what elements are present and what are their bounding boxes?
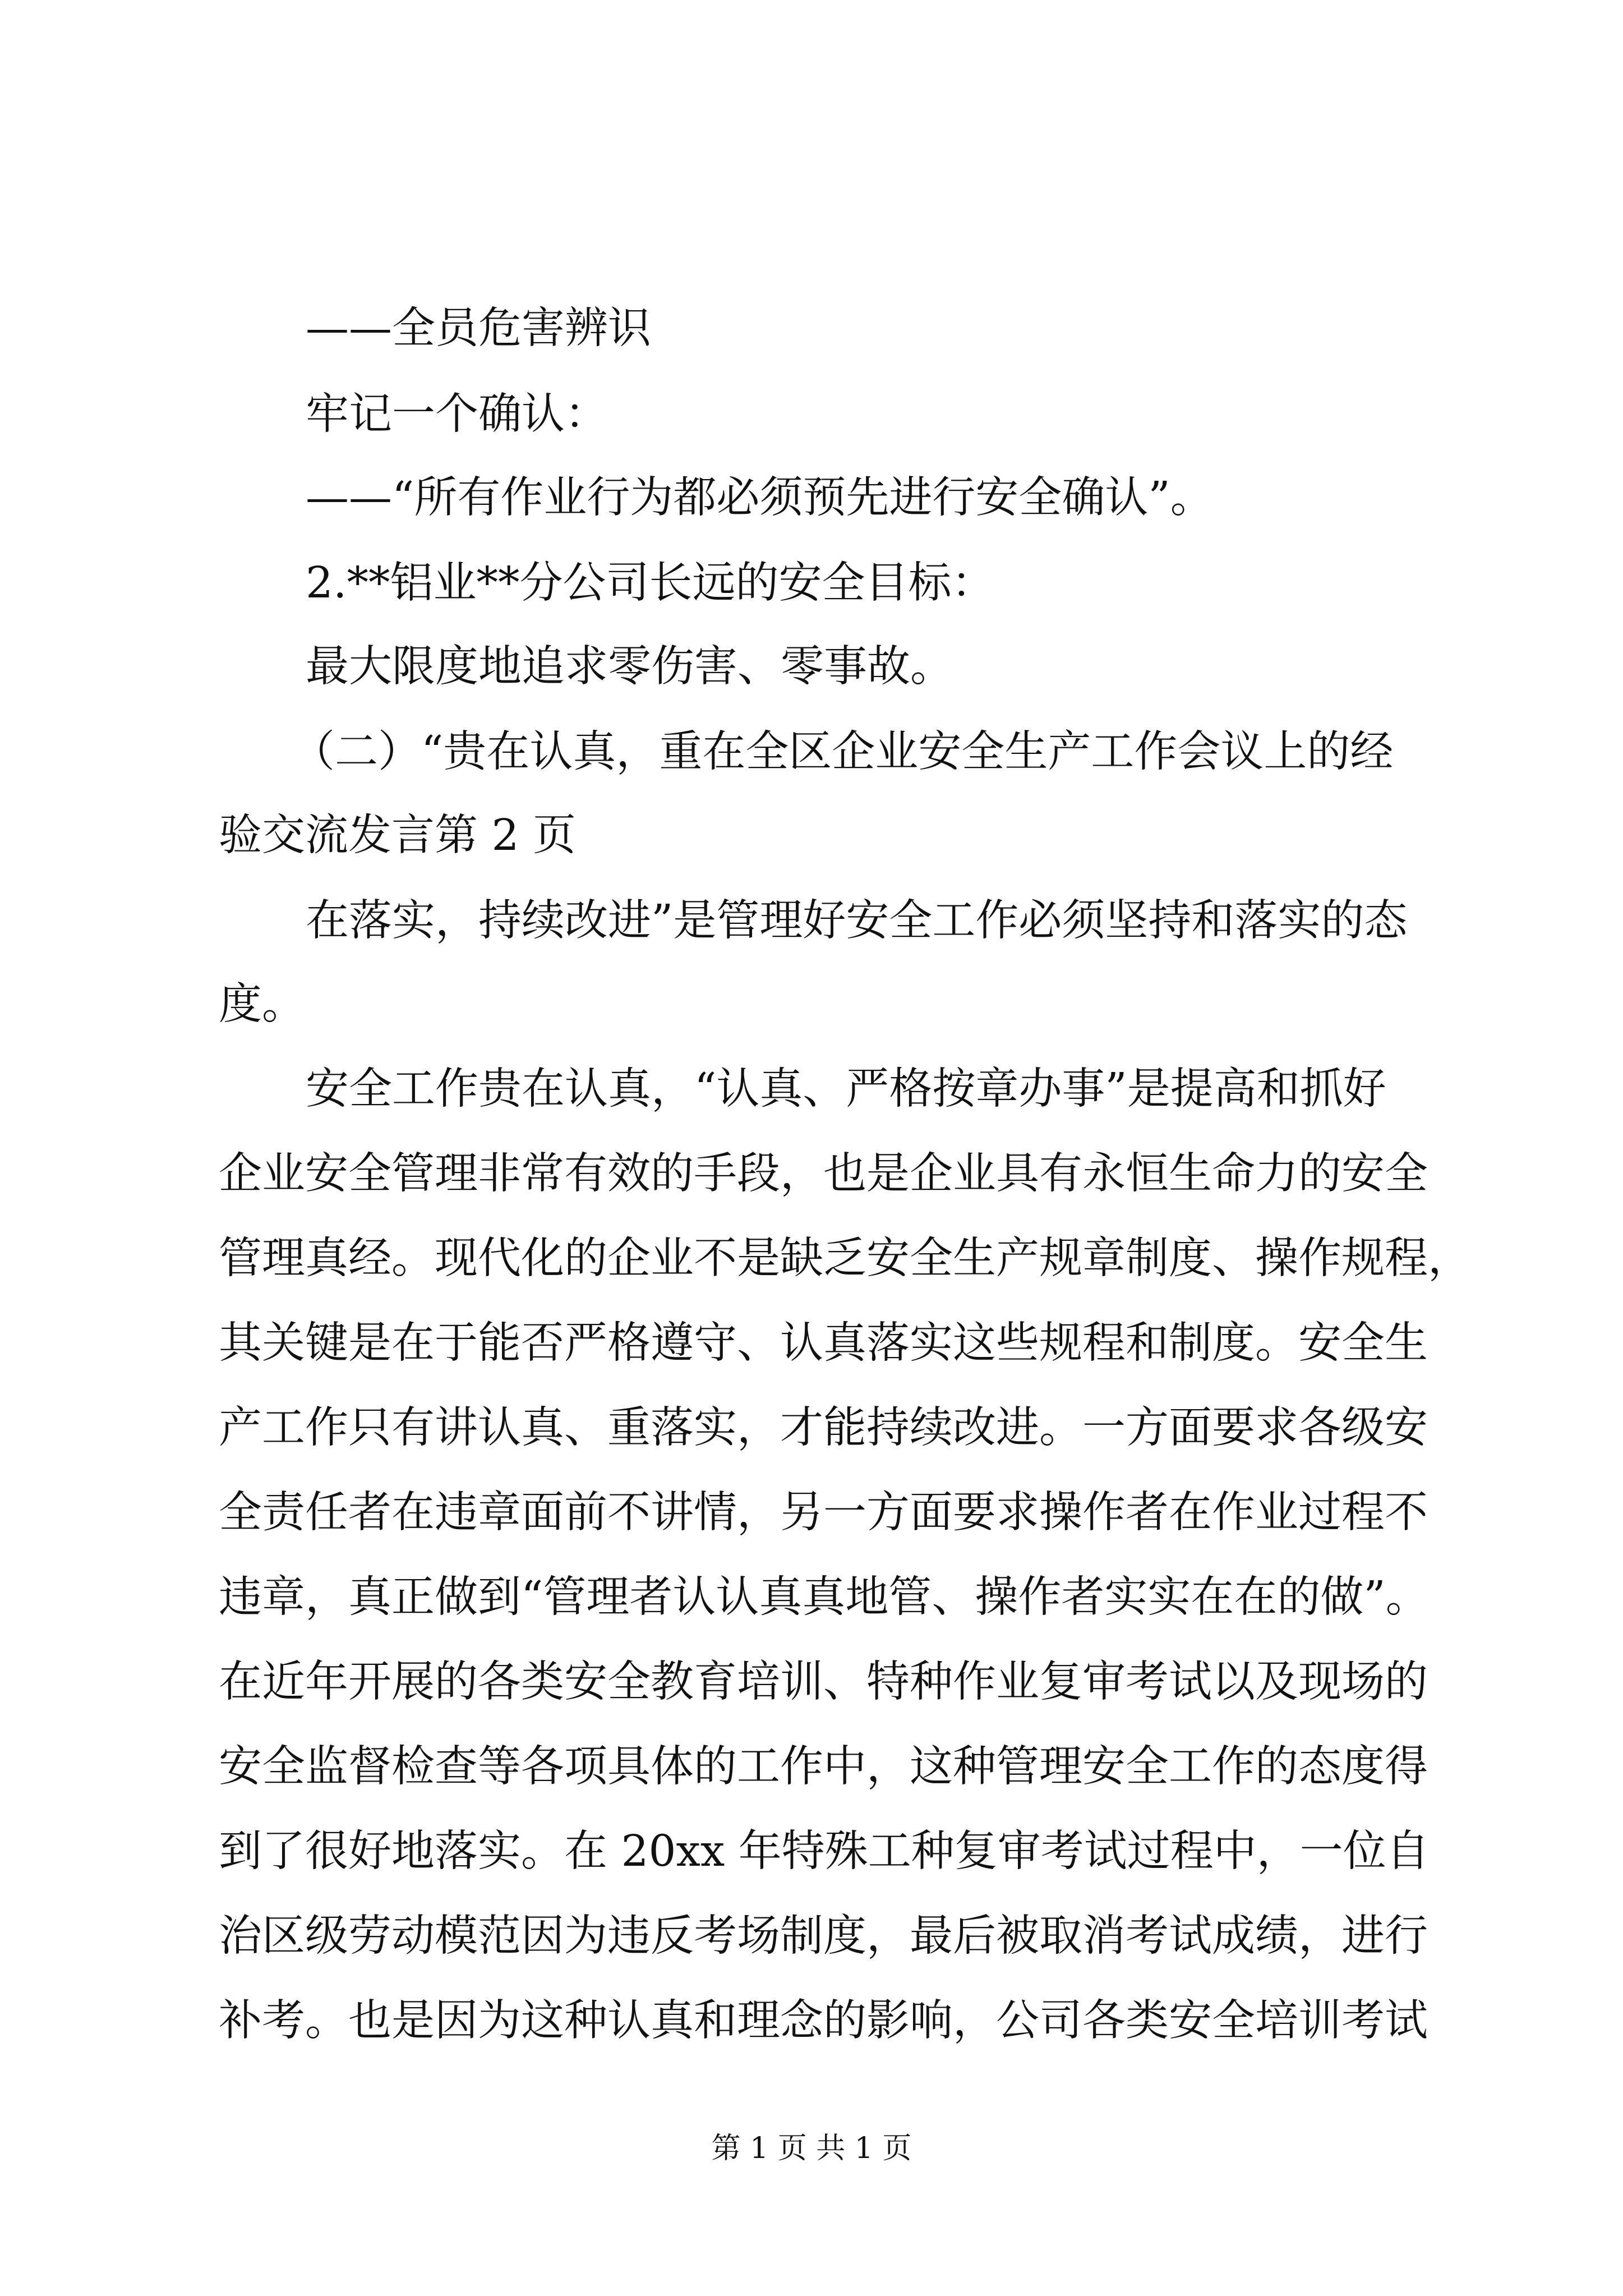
text-line: 治区级劳动模范因为违反考场制度，最后被取消考试成绩，进行 [219,1911,1428,1961]
text-line: 最大限度地追求零伤害、零事故。 [306,642,953,692]
text-line: 在落实，持续改进”是管理好安全工作必须坚持和落实的态 [306,896,1408,946]
text-line: 在近年开展的各类安全教育培训、特种作业复审考试以及现场的 [219,1657,1428,1707]
text-line: 补考。也是因为这种认真和理念的影响，公司各类安全培训考试 [219,1996,1428,2046]
text-line: 产工作只有讲认真、重落实，才能持续改进。一方面要求各级安 [219,1403,1428,1453]
text-line: 2.**铝业**分公司长远的安全目标： [306,558,995,608]
text-line: 验交流发言第 2 页 [219,811,576,861]
text-line: （二）“贵在认真，重在全区企业安全生产工作会议上的经 [292,727,1394,777]
text-line: 违章，真正做到“管理者认认真真地管、操作者实实在在的做”。 [219,1572,1429,1622]
text-line: 安全工作贵在认真，“认真、严格按章办事”是提高和抓好 [306,1064,1386,1114]
text-line: 到了很好地落实。在 20xx 年特殊工种复审考试过程中，一位自 [219,1826,1430,1876]
page-footer: 第 1 页 共 1 页 [711,2132,912,2165]
text-line: ——“所有作业行为都必须预先进行安全确认”。 [306,473,1214,523]
text-line: 企业安全管理非常有效的手段，也是企业具有永恒生命力的安全 [219,1149,1428,1199]
text-line: 管理真经。现代化的企业不是缺乏安全生产规章制度、操作规程， [219,1234,1471,1283]
text-line: 安全监督检查等各项具体的工作中，这种管理安全工作的态度得 [219,1742,1428,1792]
text-line: 全责任者在违章面前不讲情，另一方面要求操作者在作业过程不 [219,1488,1428,1538]
text-line: 度。 [219,979,305,1029]
text-line: ——全员危害辨识 [306,303,651,353]
text-line: 其关键是在于能否严格遵守、认真落实这些规程和制度。安全生 [219,1318,1428,1368]
text-line: 牢记一个确认： [306,389,608,439]
